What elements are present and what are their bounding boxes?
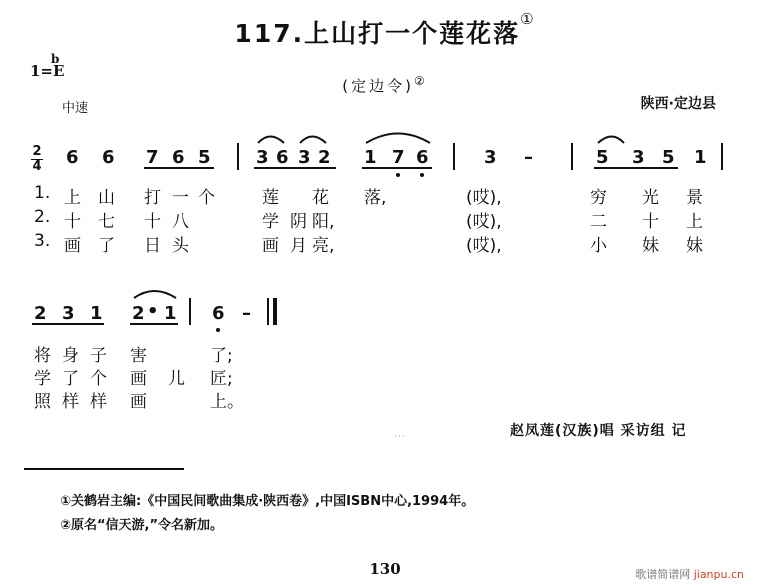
lyric: 十	[642, 212, 659, 232]
lyric: 个	[198, 188, 215, 208]
lyric: 十	[64, 212, 81, 232]
note: 1	[164, 303, 177, 324]
lyric: 将	[34, 346, 51, 366]
low-octave-dot	[420, 173, 424, 177]
subtitle: (定边令)②	[342, 74, 428, 95]
lyric: 了	[98, 236, 115, 256]
low-octave-dot	[396, 173, 400, 177]
lyric: 画	[130, 392, 147, 412]
slur	[134, 291, 176, 298]
note: 1	[364, 147, 377, 168]
note: 5	[198, 147, 211, 168]
lyric: 穷	[590, 188, 607, 208]
note: 2	[132, 303, 145, 324]
low-octave-dot	[216, 328, 220, 332]
lyric: 了	[62, 369, 79, 389]
lyric: 妹	[642, 236, 659, 256]
lyric: 上	[686, 212, 703, 232]
lyric-verse-number: 1.	[34, 183, 51, 203]
lyric: 月	[290, 236, 307, 256]
augmentation-dot: •	[147, 301, 159, 322]
note: 2	[318, 147, 331, 168]
lyric: 一	[172, 188, 189, 208]
note: 1	[90, 303, 103, 324]
lyric: 花	[312, 188, 329, 208]
lyric: 山	[98, 188, 115, 208]
tempo-marking: 中速	[62, 101, 89, 116]
note: 7	[146, 147, 159, 168]
performer-credit: 赵凤莲(汉族)唱 采访组 记	[510, 423, 687, 439]
note: 6	[212, 303, 225, 324]
footnote-1: ①关鹤岩主编:《中国民间歌曲集成·陕西卷》,中国ISBN中心,1994年。	[60, 494, 475, 509]
lyric: 子	[90, 346, 107, 366]
lyric: 头	[172, 236, 189, 256]
lyric-verse-number: 3.	[34, 231, 51, 251]
note: 5	[596, 147, 609, 168]
note: 6	[66, 147, 79, 168]
note: 6	[416, 147, 429, 168]
lyric: 亮,	[312, 236, 335, 256]
lyric: 妹	[686, 236, 703, 256]
note: 7	[392, 147, 405, 168]
lyric: 八	[172, 212, 189, 232]
lyric: 莲	[262, 188, 279, 208]
key-signature: 1= b E	[30, 52, 65, 80]
lyric: 样	[62, 392, 79, 412]
lyric: (哎),	[466, 212, 502, 232]
note: 6	[172, 147, 185, 168]
lyric: 上。	[210, 392, 244, 412]
note: 3	[632, 147, 645, 168]
lyric: 小	[590, 236, 607, 256]
note: 3	[298, 147, 311, 168]
lyric-verse-number: 2.	[34, 207, 51, 227]
region-label: 陕西·定边县	[640, 96, 716, 112]
note: 6	[102, 147, 115, 168]
note: 3	[484, 147, 497, 168]
lyric: 画	[130, 369, 147, 389]
lyric: 落,	[364, 188, 387, 208]
note: 2	[34, 303, 47, 324]
lyric: (哎),	[466, 188, 502, 208]
footnote-rule	[24, 468, 184, 470]
note-dash: –	[242, 303, 251, 324]
lyric: 了;	[210, 346, 233, 366]
lyric: 日	[144, 236, 161, 256]
slur	[258, 137, 284, 144]
slur	[300, 137, 326, 144]
watermark: 歌谱简谱网 jianpu.cn	[635, 568, 744, 581]
lyric: 阴	[290, 212, 307, 232]
slur	[366, 134, 430, 144]
note: 5	[662, 147, 675, 168]
lyric: 画	[262, 236, 279, 256]
lyric: 学	[34, 369, 51, 389]
note: 3	[62, 303, 75, 324]
note: 6	[276, 147, 289, 168]
song-title: 117.上山打一个莲花落①	[234, 10, 536, 48]
lyric: 个	[90, 369, 107, 389]
lyric: 光	[642, 188, 659, 208]
lyric: 阳,	[312, 212, 335, 232]
note-dash: –	[524, 147, 533, 168]
lyric: 儿	[168, 369, 185, 389]
lyric: 学	[262, 212, 279, 232]
lyric: 样	[90, 392, 107, 412]
lyric: 七	[98, 212, 115, 232]
note: 1	[694, 147, 707, 168]
footnote-mark-1: ①	[520, 10, 536, 28]
lyric: 景	[686, 188, 703, 208]
lyric: 二	[590, 212, 607, 232]
time-signature: 2 4	[32, 144, 42, 174]
lyric: 匠;	[210, 369, 233, 389]
lyric: 照	[34, 392, 51, 412]
footnote-2: ②原名“信天游,”令名新加。	[60, 518, 224, 533]
note: 3	[256, 147, 269, 168]
lyric: 画	[64, 236, 81, 256]
lyric: (哎),	[466, 236, 502, 256]
lyric: 打	[144, 188, 161, 208]
lyric: 十	[144, 212, 161, 232]
lyric: 身	[62, 346, 79, 366]
slur	[598, 137, 624, 144]
lyric: 害	[130, 346, 147, 366]
lyric: 上	[64, 188, 81, 208]
footnote-mark-2: ②	[413, 74, 428, 88]
page-number: 130	[369, 560, 401, 578]
